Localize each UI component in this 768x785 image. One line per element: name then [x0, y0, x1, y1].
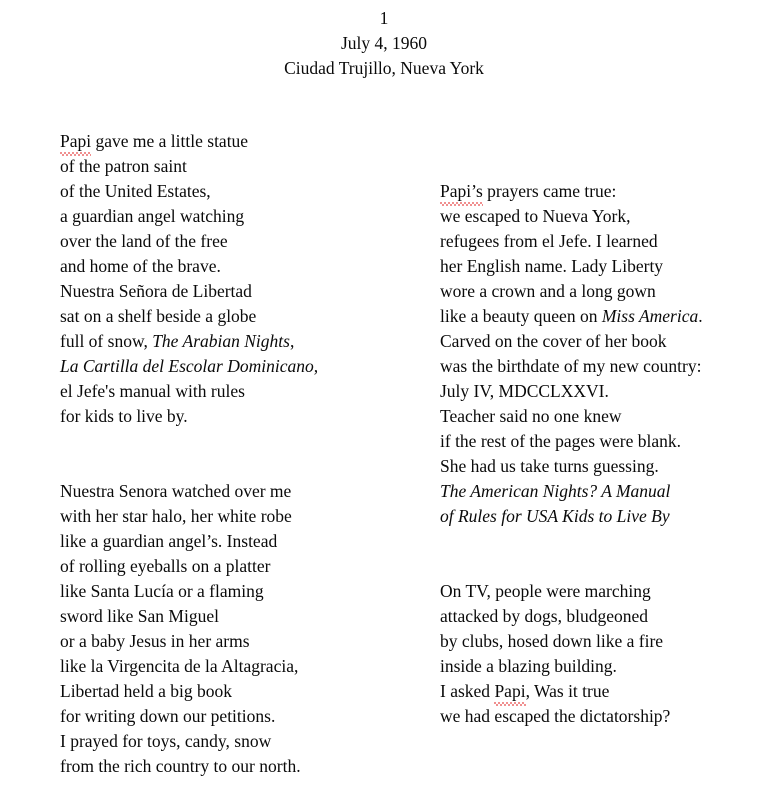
- verse-text: gave me a little statue: [91, 131, 249, 151]
- verse-line: we escaped to Nueva York,: [440, 206, 631, 226]
- title-miss-america: Miss America: [601, 306, 699, 326]
- verse-line: like a guardian angel’s. Instead: [60, 531, 278, 551]
- verse-line: over the land of the free: [60, 231, 228, 251]
- verse-text: like a beauty queen on: [440, 306, 602, 326]
- verse-line: On TV, people were marching: [440, 581, 651, 601]
- left-stanza-2: [60, 479, 400, 779]
- verse-line: like la Virgencita de la Altagracia,: [60, 656, 299, 676]
- left-stanza-1: [60, 129, 400, 429]
- verse-text: I asked: [440, 681, 495, 701]
- verse-line: She had us take turns guessing.: [440, 456, 659, 476]
- spellcheck-word-papi: Papi: [60, 129, 91, 154]
- verse-line: Libertad held a big book: [60, 681, 233, 701]
- verse-line: by clubs, hosed down like a fire: [440, 631, 664, 651]
- date-line: July 4, 1960: [340, 33, 428, 53]
- verse-line: for writing down our petitions.: [60, 706, 276, 726]
- title-american-nights-line-1: The American Nights? A Manual: [440, 481, 671, 501]
- verse-line: el Jefe's manual with rules: [60, 381, 245, 401]
- verse-line: wore a crown and a long gown: [440, 281, 656, 301]
- verse-text: ,: [289, 331, 295, 351]
- verse-text: , Was it true: [525, 681, 610, 701]
- verse-line: if the rest of the pages were blank.: [440, 431, 682, 451]
- place-line: Ciudad Trujillo, Nueva York: [284, 58, 484, 78]
- page-number: 1: [379, 8, 389, 28]
- verse-line: July IV, MDCCLXXVI.: [440, 381, 609, 401]
- verse-line: [440, 304, 760, 329]
- verse-line: for kids to live by.: [60, 406, 188, 426]
- verse-line: of the patron saint: [60, 156, 187, 176]
- verse-line: or a baby Jesus in her arms: [60, 631, 250, 651]
- right-stanza-2: [440, 579, 760, 729]
- right-stanza-1: [440, 179, 760, 529]
- book-title-cartilla: La Cartilla del Escolar Dominicano,: [60, 356, 319, 376]
- verse-line: with her star halo, her white robe: [60, 506, 292, 526]
- verse-line: attacked by dogs, bludgeoned: [440, 606, 649, 626]
- spellcheck-word-papis: Papi’s: [440, 179, 483, 204]
- verse-line: I prayed for toys, candy, snow: [60, 731, 272, 751]
- verse-line: refugees from el Jefe. I learned: [440, 231, 658, 251]
- spellcheck-word-papi-2: Papi: [494, 679, 525, 704]
- verse-line: Carved on the cover of her book: [440, 331, 667, 351]
- verse-line: Teacher said no one knew: [440, 406, 622, 426]
- verse-line: we had escaped the dictatorship?: [440, 706, 671, 726]
- verse-line: a guardian angel watching: [60, 206, 245, 226]
- verse-line: Nuestra Señora de Libertad: [60, 281, 252, 301]
- verse-line: [60, 329, 400, 354]
- right-column: [440, 179, 760, 729]
- verse-line: sword like San Miguel: [60, 606, 219, 626]
- verse-line: inside a blazing building.: [440, 656, 617, 676]
- verse-line: Nuestra Senora watched over me: [60, 481, 292, 501]
- verse-line: and home of the brave.: [60, 256, 221, 276]
- verse-line: [60, 129, 400, 154]
- verse-text: full of snow,: [60, 331, 153, 351]
- verse-line: sat on a shelf beside a globe: [60, 306, 257, 326]
- title-american-nights-line-2: of Rules for USA Kids to Live By: [440, 506, 670, 526]
- verse-line: was the birthdate of my new country:: [440, 356, 702, 376]
- verse-line: [440, 179, 760, 204]
- verse-line: from the rich country to our north.: [60, 756, 301, 776]
- book-title-arabian-nights: The Arabian Nights: [152, 331, 290, 351]
- verse-line: of the United Estates,: [60, 181, 211, 201]
- verse-text: prayers came true:: [482, 181, 617, 201]
- verse-line: like Santa Lucía or a flaming: [60, 581, 264, 601]
- verse-line: of rolling eyeballs on a platter: [60, 556, 271, 576]
- verse-line: her English name. Lady Liberty: [440, 256, 664, 276]
- verse-line: [440, 679, 760, 704]
- verse-text: .: [698, 306, 703, 326]
- left-column: [60, 129, 400, 779]
